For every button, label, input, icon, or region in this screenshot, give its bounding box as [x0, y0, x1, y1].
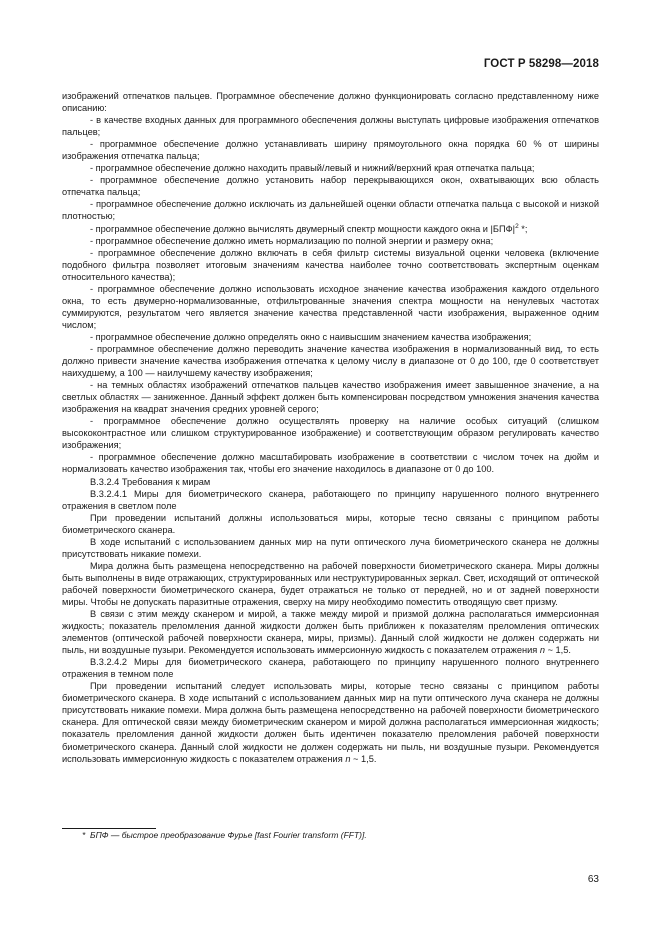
list-item: - программное обеспечение должно осуществлять проверку на наличие особых ситуаций (слишком высококонтрастное или слишком структурированное изображение) и соответствующим образом регулировать качество изображения;	[62, 416, 599, 451]
list-item: - программное обеспечение должно определять окно с наивысшим значением качества изображения;	[90, 331, 532, 342]
list-item: - программное обеспечение должно иметь нормализацию по полной энергии и размеру окна;	[90, 235, 494, 246]
paragraph: В ходе испытаний с использованием данных мир на пути оптического луча биометрического сканера не должны присутствовать никакие помехи.	[62, 536, 599, 559]
footnote-text: БПФ — быстрое преобразование Фурье [fast Fourier transform (FFT)].	[90, 830, 367, 840]
list-item: - программное обеспечение должно исключать из дальнейшей оценки области отпечатка пальца с высокой и низкой плотностью;	[62, 199, 599, 222]
list-item: - на темных областях изображений отпечатков пальцев качество изображения имеет завышенное значение, а на светлых областях — заниженное. Данный эффект должен быть компенсирован посредством умножения значения качества изображения на квадрат значения средних уровней серого;	[62, 380, 599, 415]
paragraph: Мира должна быть размещена непосредственно на рабочей поверхности биометрического сканера. Миры должны быть выполнены в виде отражающих, структурированных или неструктурированных зеркал. Свет, исходящий от оптической рабочей поверхности биометрического сканера, будет отражаться не только от передней, но и от задней поверхности миры. Чтобы не допускать паразитные отражения, сверху на миру необходимо поместить отводящую свет призму.	[62, 560, 599, 607]
paragraph	[62, 680, 599, 764]
footnote-marker: *	[82, 830, 86, 840]
immersion-text: В связи с этим между сканером и мирой, а также между мирой и призмой должна располагаться иммерсионная жидкость; показатель преломления данной жидкости должен быть приближен к показателям преломления оптических элементов (оптической рабочей поверхности сканера, миры, призмы). Данный слой жидкости не должен содержать ни пыль, ни воздушные пузыри. Рекомендуется использовать иммерсионную жидкость с показателем отражения	[62, 609, 599, 656]
n-variable: n	[345, 753, 351, 764]
subsection-heading: B.3.2.4.1 Миры для биометрического сканера, работающего по принципу нарушенного полного внутреннего отражения в светлом поле	[62, 488, 599, 511]
list-item: - программное обеспечение должно включать в себя фильтр системы визуальной оценки человека (включение подобного фильтра позволяет итоговым значениям качества наиболее точно соответствовать экспертным оценкам относительного качества);	[62, 247, 599, 282]
list-item: - программное обеспечение должно установить набор перекрывающихся окон, охватывающих всю область отпечатка пальца;	[62, 175, 599, 198]
list-item: - программное обеспечение должно использовать исходное значение качества изображения каждого отдельного окна, то есть двумерно-нормализованные, отфильтрованные значения спектра мощности на ненулевых частотах суммируются, результатом чего является значение качества представленной части изображения, выраженное одним числом;	[62, 283, 599, 330]
fft-superscript: 2	[515, 222, 519, 230]
list-item: - программное обеспечение должно устанавливать ширину прямоугольного окна порядка 60 % от ширины изображения отпечатка пальца;	[62, 139, 599, 162]
paragraph: изображений отпечатков пальцев. Программное обеспечение должно функционировать согласно представленному ниже описанию:	[62, 91, 599, 114]
list-item: - в качестве входных данных для программного обеспечения должны выступать цифровые изображения отпечатков пальцев;	[62, 115, 599, 138]
approx-value: ~ 1,5.	[350, 753, 377, 764]
paragraph	[62, 608, 599, 656]
footnote-divider	[62, 828, 156, 829]
list-item: - программное обеспечение должно находить правый/левый и нижний/верхний края отпечатка пальца;	[90, 163, 535, 174]
footnote	[82, 830, 602, 840]
list-item	[62, 223, 599, 235]
list-item: - программное обеспечение должно масштабировать изображение в соответствии с числом точек на дюйм и нормализовать качество изображения так, чтобы его значение находилось в диапазоне от 0 до 100.	[62, 452, 599, 475]
approx-value: ~ 1,5.	[545, 645, 571, 656]
standard-header: ГОСТ Р 58298—2018	[483, 58, 599, 70]
subsection-heading: B.3.2.4.2 Миры для биометрического сканера, работающего по принципу нарушенного полного внутреннего отражения в темном поле	[62, 657, 599, 680]
list-item: - программное обеспечение должно переводить значение качества изображения в нормализованный вид, то есть должно привести значение качества изображения отпечатка к целому числу в диапазоне от 0 до 100, где 0 соответствует наихудшему, а 100 — наилучшему качеству изображения;	[62, 343, 599, 379]
page-number: 63	[587, 874, 599, 885]
fft-text: - программное обеспечение должно вычислять двумерный спектр мощности каждого окна и |БПФ|	[90, 223, 516, 234]
fft-footnote-ref: *;	[518, 223, 528, 234]
paragraph: При проведении испытаний должны использоваться миры, которые тесно связаны с принципом работы биометрического сканера.	[62, 512, 599, 535]
section-heading: B.3.2.4 Требования к мирам	[90, 476, 211, 487]
body-text	[62, 90, 599, 765]
dark-field-text: При проведении испытаний следует использовать миры, которые тесно связаны с принципом работы биометрического сканера. В ходе испытаний с использованием данных мир на пути оптического луча сканера не должны присутствовать никакие помехи. Мира должна быть размещена непосредственно на рабочей поверхности биометрического сканера. Для оптической связи между биометрическим сканером и мирой должна располагаться иммерсионная жидкость; показатель преломления данной жидкости должен быть идентичен показателю преломления рабочей поверхности биометрического сканера. Данный слой жидкости не должен содержать ни пыль, ни воздушные пузыри. Рекомендуется использовать иммерсионную жидкость с показателем отражения	[62, 681, 599, 764]
n-variable: n	[539, 645, 545, 656]
